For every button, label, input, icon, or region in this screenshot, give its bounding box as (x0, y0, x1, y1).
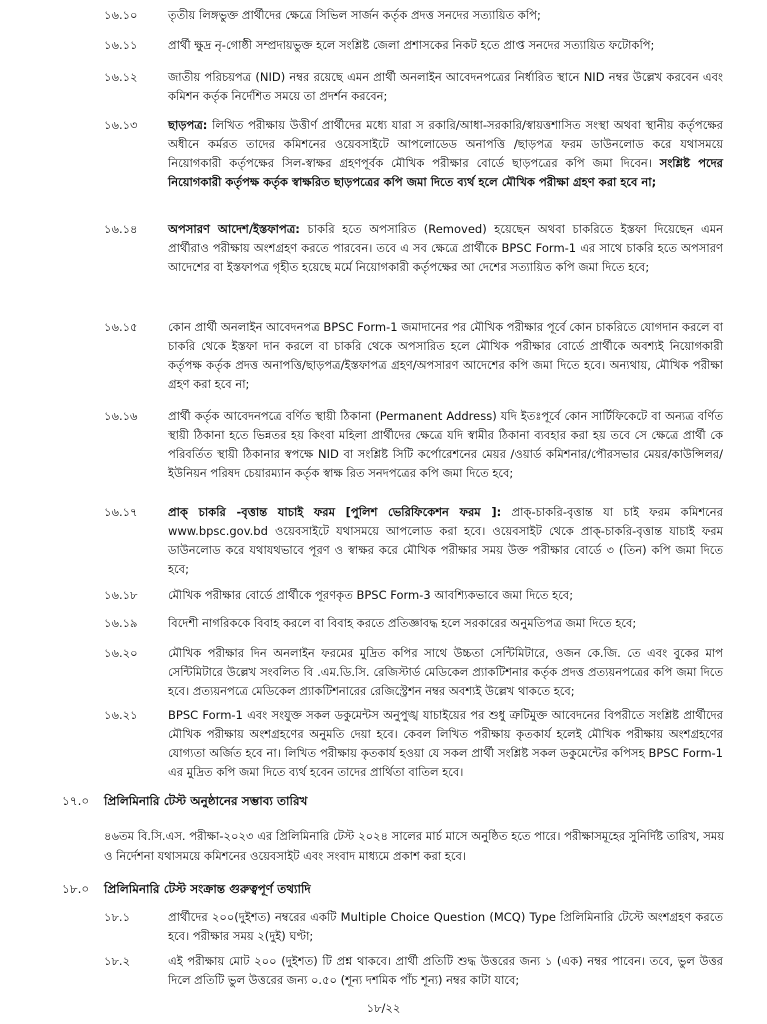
item-text-block (168, 503, 723, 579)
item-text: প্রাক্-চাকরি-বৃত্তান্ত যা চাই ফরম কমিশনের www.bpsc.gov.bd ওয়েবসাইটে যথাসময়ে আপলোড করা হবে। ওয়েবসাইট থেকে প্রাক্-চাকরি-বৃত্তান্ত যাচাই ফরম ডাউনলোড করে যথাযথভাবে পূরণ ও স্বাক্ষর করে মৌখিক পরীক্ষার সময় উক্ত পরীক্ষার বোর্ডে ৩ (তিন) কপি জমা দিতে হবে; (168, 505, 723, 576)
item-lead: অপসারণ আদেশ/ইস্তফাপত্র: (168, 222, 300, 236)
item-number: ১৬.১৬ (104, 409, 138, 423)
item-number: ১৮.২ (104, 954, 131, 968)
item-text: BPSC Form-1 এবং সংযুক্ত সকল ডকুমেন্টস অনুপুঙ্খ যাচাইয়ের পর শুধু ত্রুটিমুক্ত আবেদনের বিপরীতে সংশ্লিষ্ট প্রার্থীদের মৌখিক পরীক্ষায় অংশগ্রহণের অনুমতি দেয়া হবে। কেবল লিখিত পরীক্ষায় কৃতকার্য হলেই মৌখিক পরীক্ষায় অংশগ্রহণের যোগ্যতা অর্জিত হবে না। লিখিত পরীক্ষায় কৃতকার্য হওয়া যে সকল প্রার্থী সংশ্লিষ্ট সকল ডকুমেন্টের কপিসহ BPSC Form-1 এর মুদ্রিত কপি জমা দিতে ব্যর্থ হবেন তাদের প্রার্থিতা বাতিল হবে। (168, 708, 723, 779)
item-bold-tail: সংশ্লিষ্ট পদের নিয়োগকারী কর্তৃপক্ষ কর্তৃক স্বাক্ষরিত ছাড়পত্রের কপি জমা দিতে ব্যর্থ হলে মৌখিক পরীক্ষা গ্রহণ করা হবে না; (168, 156, 723, 189)
page-number: ১৮/২২ (366, 1001, 401, 1015)
section-number: ১৮.০ (62, 882, 90, 896)
section-title: প্রিলিমিনারি টেস্ট সংক্রান্ত গুরুত্বপূর্ণ তথ্যাদি (104, 882, 311, 896)
item-text: মৌখিক পরীক্ষার দিন অনলাইন ফরমের মুদ্রিত কপির সাথে উচ্চতা সেন্টিমিটারে, ওজন কে.জি. তে এবং বুকের মাপ সেন্টিমিটারে উল্লেখ সংবলিত বি .এম.ডি.সি. রেজিস্টার্ড মেডিকেল প্র্যাকটিশনার কর্তৃক প্রদত্ত প্রত্যয়নপত্রের কপি জমা দিতে হবে। প্রত্যয়নপত্রে মেডিকেল প্র্যাকটিশনারের রেজিস্ট্রেশন নম্বর অবশ্যই উল্লেখ থাকতে হবে; (168, 646, 723, 698)
section-title: প্রিলিমিনারি টেস্ট অনুষ্ঠানের সম্ভাব্য তারিখ (104, 794, 308, 808)
item-text: জাতীয় পরিচয়পত্র (NID) নম্বর রয়েছে এমন প্রার্থী অনলাইন আবেদনপত্রের নির্ধারিত স্থানে NID নম্বর উল্লেখ করবেন এবং কমিশন কর্তৃক নির্দেশিত সময়ে তা প্রদর্শন করবেন; (168, 70, 723, 103)
item-number: ১৬.১৮ (104, 588, 138, 602)
section-number: ১৭.০ (62, 794, 90, 808)
item-number: ১৬.১৫ (104, 320, 138, 334)
item-number: ১৬.১০ (104, 8, 138, 22)
item-number: ১৬.১৭ (104, 505, 138, 519)
item-text: লিখিত পরীক্ষায় উত্তীর্ণ প্রার্থীদের মধ্যে যারা স রকারি/আধা-সরকারি/স্বায়ত্তশাসিত সংস্থা অথবা স্থানীয় কর্তৃপক্ষের অধীনে কর্মরত তাদের কমিশনের ওয়েবসাইটে আপলোডেড অনাপত্তি /ছাড়পত্র ফরম ডাউনলোড করে যথাসময়ে নিয়োগকারী কর্তৃপক্ষের সিল-স্বাক্ষর গ্রহণপূর্বক মৌখিক পরীক্ষার বোর্ডে ছাড়পত্রের কপি জমা দিবেন। (168, 118, 723, 170)
item-number: ১৮.১ (104, 910, 131, 924)
item-text: কোন প্রার্থী অনলাইন আবেদনপত্র BPSC Form-1 জমাদানের পর মৌখিক পরীক্ষার পূর্বে কোন চাকরিতে যোগদান করলে বা চাকরি থেকে ইস্তফা দান করলে বা চাকরি থেকে অপসারিত হলে মৌখিক পরীক্ষার বোর্ডে প্রার্থীকে অবশ্যই নিয়োগকারী কর্তৃপক্ষ কর্তৃক প্রদত্ত অনাপত্তি/ছাড়পত্র/ইস্তফাপত্র গ্রহণ/অপসারণ আদেশের কপি জমা দিতে হবে। অন্যথায়, মৌখিক পরীক্ষা গ্রহণ করা হবে না; (168, 320, 724, 391)
section-paragraph: ৪৬তম বি.সি.এস. পরীক্ষা-২০২৩ এর প্রিলিমিনারি টেস্ট ২০২৪ সালের মার্চ মাসে অনুষ্ঠিত হতে পারে। পরীক্ষাসমূহের সুনির্দিষ্ট তারিখ, সময় ও নির্দেশনা যথাসময়ে কমিশনের ওয়েবসাইট এবং সংবাদ মাধ্যমে প্রকাশ করা হবে। (104, 829, 724, 863)
item-text: মৌখিক পরীক্ষার বোর্ডে প্রার্থীকে পূরণকৃত BPSC Form-3 আবশ্যিকভাবে জমা দিতে হবে; (168, 588, 574, 602)
item-text-block (168, 220, 723, 277)
item-number: ১৬.১৪ (104, 222, 138, 236)
item-text: চাকরি হতে অপসারিত (Removed) হয়েছেন অথবা চাকরিতে ইস্তফা দিয়েছেন এমন প্রার্থীরাও পরীক্ষায় অংশগ্রহণ করতে পারবেন। তবে এ সব ক্ষেত্রে প্রার্থীকে BPSC Form-1 এর সাথে চাকরি হতে অপসারণ আদেশের বা ইস্তফাপত্র গৃহীত হয়েছে মর্মে নিয়োগকারী কর্তৃপক্ষের আ দেশের সত্যায়িত কপি জমা দিতে হবে; (168, 222, 723, 274)
item-text: প্রার্থীদের ২০০(দুইশত) নম্বরের একটি Multiple Choice Question (MCQ) Type প্রিলিমিনারি টেস্টে অংশগ্রহণ করতে হবে। পরীক্ষার সময় ২(দুই) ঘণ্টা; (168, 910, 723, 943)
item-text: প্রার্থী ক্ষুদ্র নৃ-গোষ্ঠী সম্প্রদায়ভুক্ত হলে সংশ্লিষ্ট জেলা প্রশাসকের নিকট হতে প্রাপ্ত সনদের সত্যায়িত ফটোকপি; (168, 38, 655, 52)
item-text: প্রার্থী কর্তৃক আবেদনপত্রে বর্ণিত স্থায়ী ঠিকানা (Permanent Address) যদি ইতঃপূর্বে কোন সার্টিফিকেটে বা অন্যত্র বর্ণিত স্থায়ী ঠিকানা হতে ভিন্নতর হয় কিংবা মহিলা প্রার্থীদের ক্ষেত্রে যদি স্বামীর ঠিকানা ব্যবহার করা হয় তবে সে ক্ষেত্রে প্রার্থী কে পরিবর্তিত স্থায়ী ঠিকানার স্বপক্ষে NID বা সংশ্লিষ্ট সিটি কর্পোরেশনের মেয়র /ওয়ার্ড কমিশনার/পৌরসভার মেয়র/কাউন্সিলর/ইউনিয়ন পরিষদ চেয়ারম্যান কর্তৃক স্বাক্ষ রিত সনদপত্রের কপি জমা দিতে হবে; (168, 409, 723, 480)
item-text: তৃতীয় লিঙ্গভুক্ত প্রার্থীদের ক্ষেত্রে সিভিল সার্জন কর্তৃক প্রদত্ত সনদের সত্যায়িত কপি; (168, 8, 541, 22)
item-lead: প্রাক্ চাকরি -বৃত্তান্ত যাচাই ফরম [পুলিশ ভেরিফিকেশন ফরম ]: (168, 505, 502, 519)
item-number: ১৬.১১ (104, 38, 138, 52)
item-number: ১৬.২১ (104, 708, 138, 722)
item-number: ১৬.১৩ (104, 118, 138, 132)
item-number: ১৬.১৯ (104, 616, 138, 630)
item-text: এই পরীক্ষায় মোট ২০০ (দুইশত) টি প্রশ্ন থাকবে। প্রার্থী প্রতিটি শুদ্ধ উত্তরের জন্য ১ (এক) নম্বর পাবেন। তবে, ভুল উত্তর দিলে প্রতিটি ভুল উত্তরের জন্য ০.৫০ (শূন্য দশমিক পাঁচ শূন্য) নম্বর কাটা যাবে; (168, 954, 723, 987)
item-text-block (168, 116, 723, 192)
item-number: ১৬.১২ (104, 70, 138, 84)
item-number: ১৬.২০ (104, 646, 138, 660)
item-lead: ছাড়পত্র: (168, 118, 208, 132)
item-text: বিদেশী নাগরিককে বিবাহ করলে বা বিবাহ করতে প্রতিজ্ঞাবদ্ধ হলে সরকারের অনুমতিপত্র জমা দিতে হবে; (168, 616, 637, 630)
